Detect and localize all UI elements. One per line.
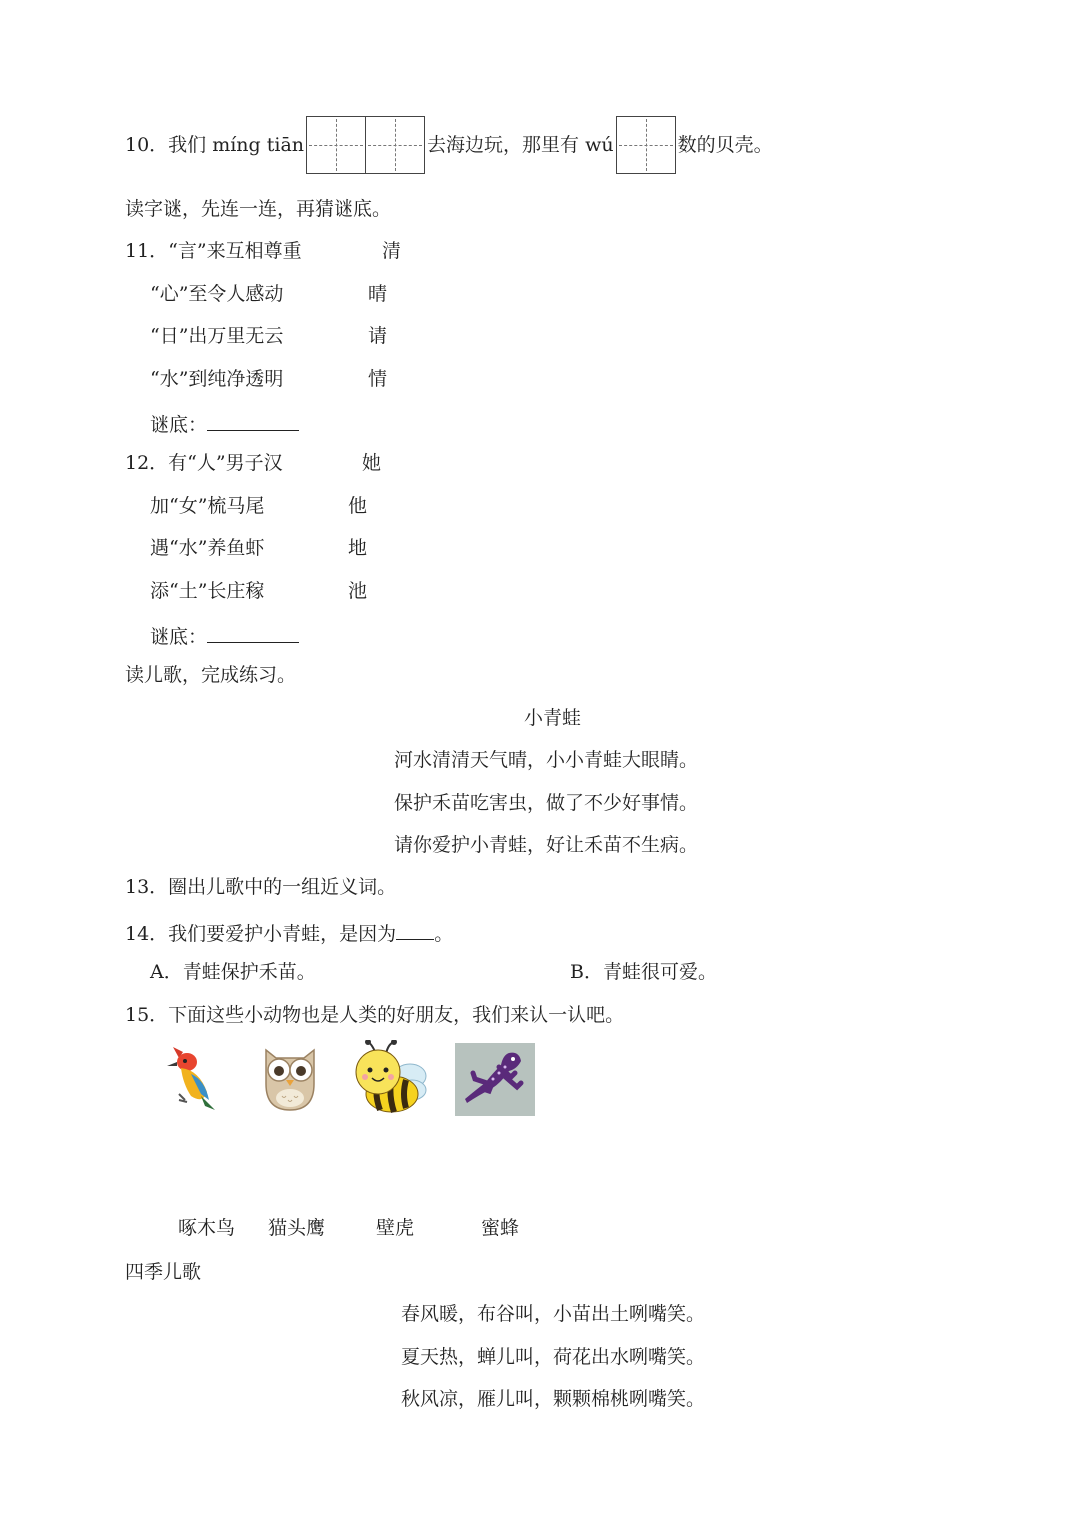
q12-line-2: 加“女”梳马尾 <box>150 495 265 517</box>
q14-stem-end: 。 <box>434 923 454 945</box>
q11-line-1: 11．“言”来互相尊重 <box>125 240 302 262</box>
q11-char-2[interactable]: 晴 <box>368 283 388 305</box>
poem-title: 小青蛙 <box>524 707 582 729</box>
q12-char-1[interactable]: 她 <box>362 452 382 474</box>
q12-line-3: 遇“水”养鱼虾 <box>150 537 265 559</box>
question-10 <box>125 116 773 174</box>
q11-line-2: “心”至令人感动 <box>150 283 284 305</box>
writing-grid-wu[interactable] <box>616 116 676 174</box>
grid-cell[interactable] <box>307 117 365 173</box>
q10-prefix: 10．我们 míng tiān <box>125 133 305 156</box>
grid-cell[interactable] <box>617 117 675 173</box>
q11-char-3[interactable]: 请 <box>368 325 388 347</box>
four-seasons-line-3: 秋风凉，雁儿叫，颗颗棉桃咧嘴笑。 <box>401 1388 706 1410</box>
poem-line-3: 请你爱护小青蛙，好让禾苗不生病。 <box>394 834 699 856</box>
q14-option-b[interactable]: B．青蛙很可爱。 <box>570 961 717 983</box>
animal-name-woodpecker[interactable]: 啄木鸟 <box>178 1217 236 1239</box>
q10-suffix: 数的贝壳。 <box>677 133 773 156</box>
q12-char-2[interactable]: 他 <box>348 495 368 517</box>
four-seasons-line-1: 春风暖，布谷叫，小苗出土咧嘴笑。 <box>401 1303 706 1325</box>
gecko-image <box>455 1043 535 1116</box>
q11-char-1[interactable]: 清 <box>382 240 402 262</box>
q12-line-4: 添“土”长庄稼 <box>150 580 265 602</box>
answer-blank[interactable] <box>207 412 299 431</box>
owl-image <box>258 1044 322 1114</box>
q11-char-4[interactable]: 情 <box>368 368 388 390</box>
q12-line-1: 12．有“人”男子汉 <box>125 452 283 474</box>
q11-line-3: “日”出万里无云 <box>150 325 284 347</box>
woodpecker-image <box>165 1044 223 1114</box>
question-15: 15．下面这些小动物也是人类的好朋友，我们来认一认吧。 <box>125 1004 625 1026</box>
poem-line-1: 河水清清天气晴，小小青蛙大眼睛。 <box>394 749 699 771</box>
animal-name-owl[interactable]: 猫头鹰 <box>268 1217 326 1239</box>
grid-cell[interactable] <box>365 117 424 173</box>
q11-line-4: “水”到纯净透明 <box>150 368 284 390</box>
q14-stem: 14．我们要爱护小青蛙，是因为 <box>125 923 397 945</box>
song-instruction: 读儿歌，完成练习。 <box>125 664 297 686</box>
answer-label: 谜底： <box>150 626 208 648</box>
q10-middle: 去海边玩，那里有 wú <box>427 133 614 156</box>
answer-blank[interactable] <box>207 624 299 643</box>
q12-char-4[interactable]: 池 <box>348 580 368 602</box>
answer-blank[interactable] <box>396 921 434 940</box>
animal-name-bee[interactable]: 蜜蜂 <box>481 1217 520 1239</box>
four-seasons-title: 四季儿歌 <box>125 1261 202 1283</box>
animal-name-gecko[interactable]: 壁虎 <box>376 1217 415 1239</box>
answer-label: 谜底： <box>150 414 208 436</box>
poem-line-2: 保护禾苗吃害虫，做了不少好事情。 <box>394 792 699 814</box>
riddle-instruction: 读字谜，先连一连，再猜谜底。 <box>125 198 392 220</box>
q12-answer <box>150 624 299 647</box>
question-13: 13．圈出儿歌中的一组近义词。 <box>125 876 397 898</box>
bee-image <box>348 1040 432 1116</box>
q11-answer <box>150 412 299 435</box>
question-14 <box>125 921 453 944</box>
q14-option-a[interactable]: A．青蛙保护禾苗。 <box>150 961 316 983</box>
four-seasons-line-2: 夏天热，蝉儿叫，荷花出水咧嘴笑。 <box>401 1346 706 1368</box>
writing-grid-mingtian[interactable] <box>306 116 425 174</box>
q12-char-3[interactable]: 地 <box>348 537 368 559</box>
